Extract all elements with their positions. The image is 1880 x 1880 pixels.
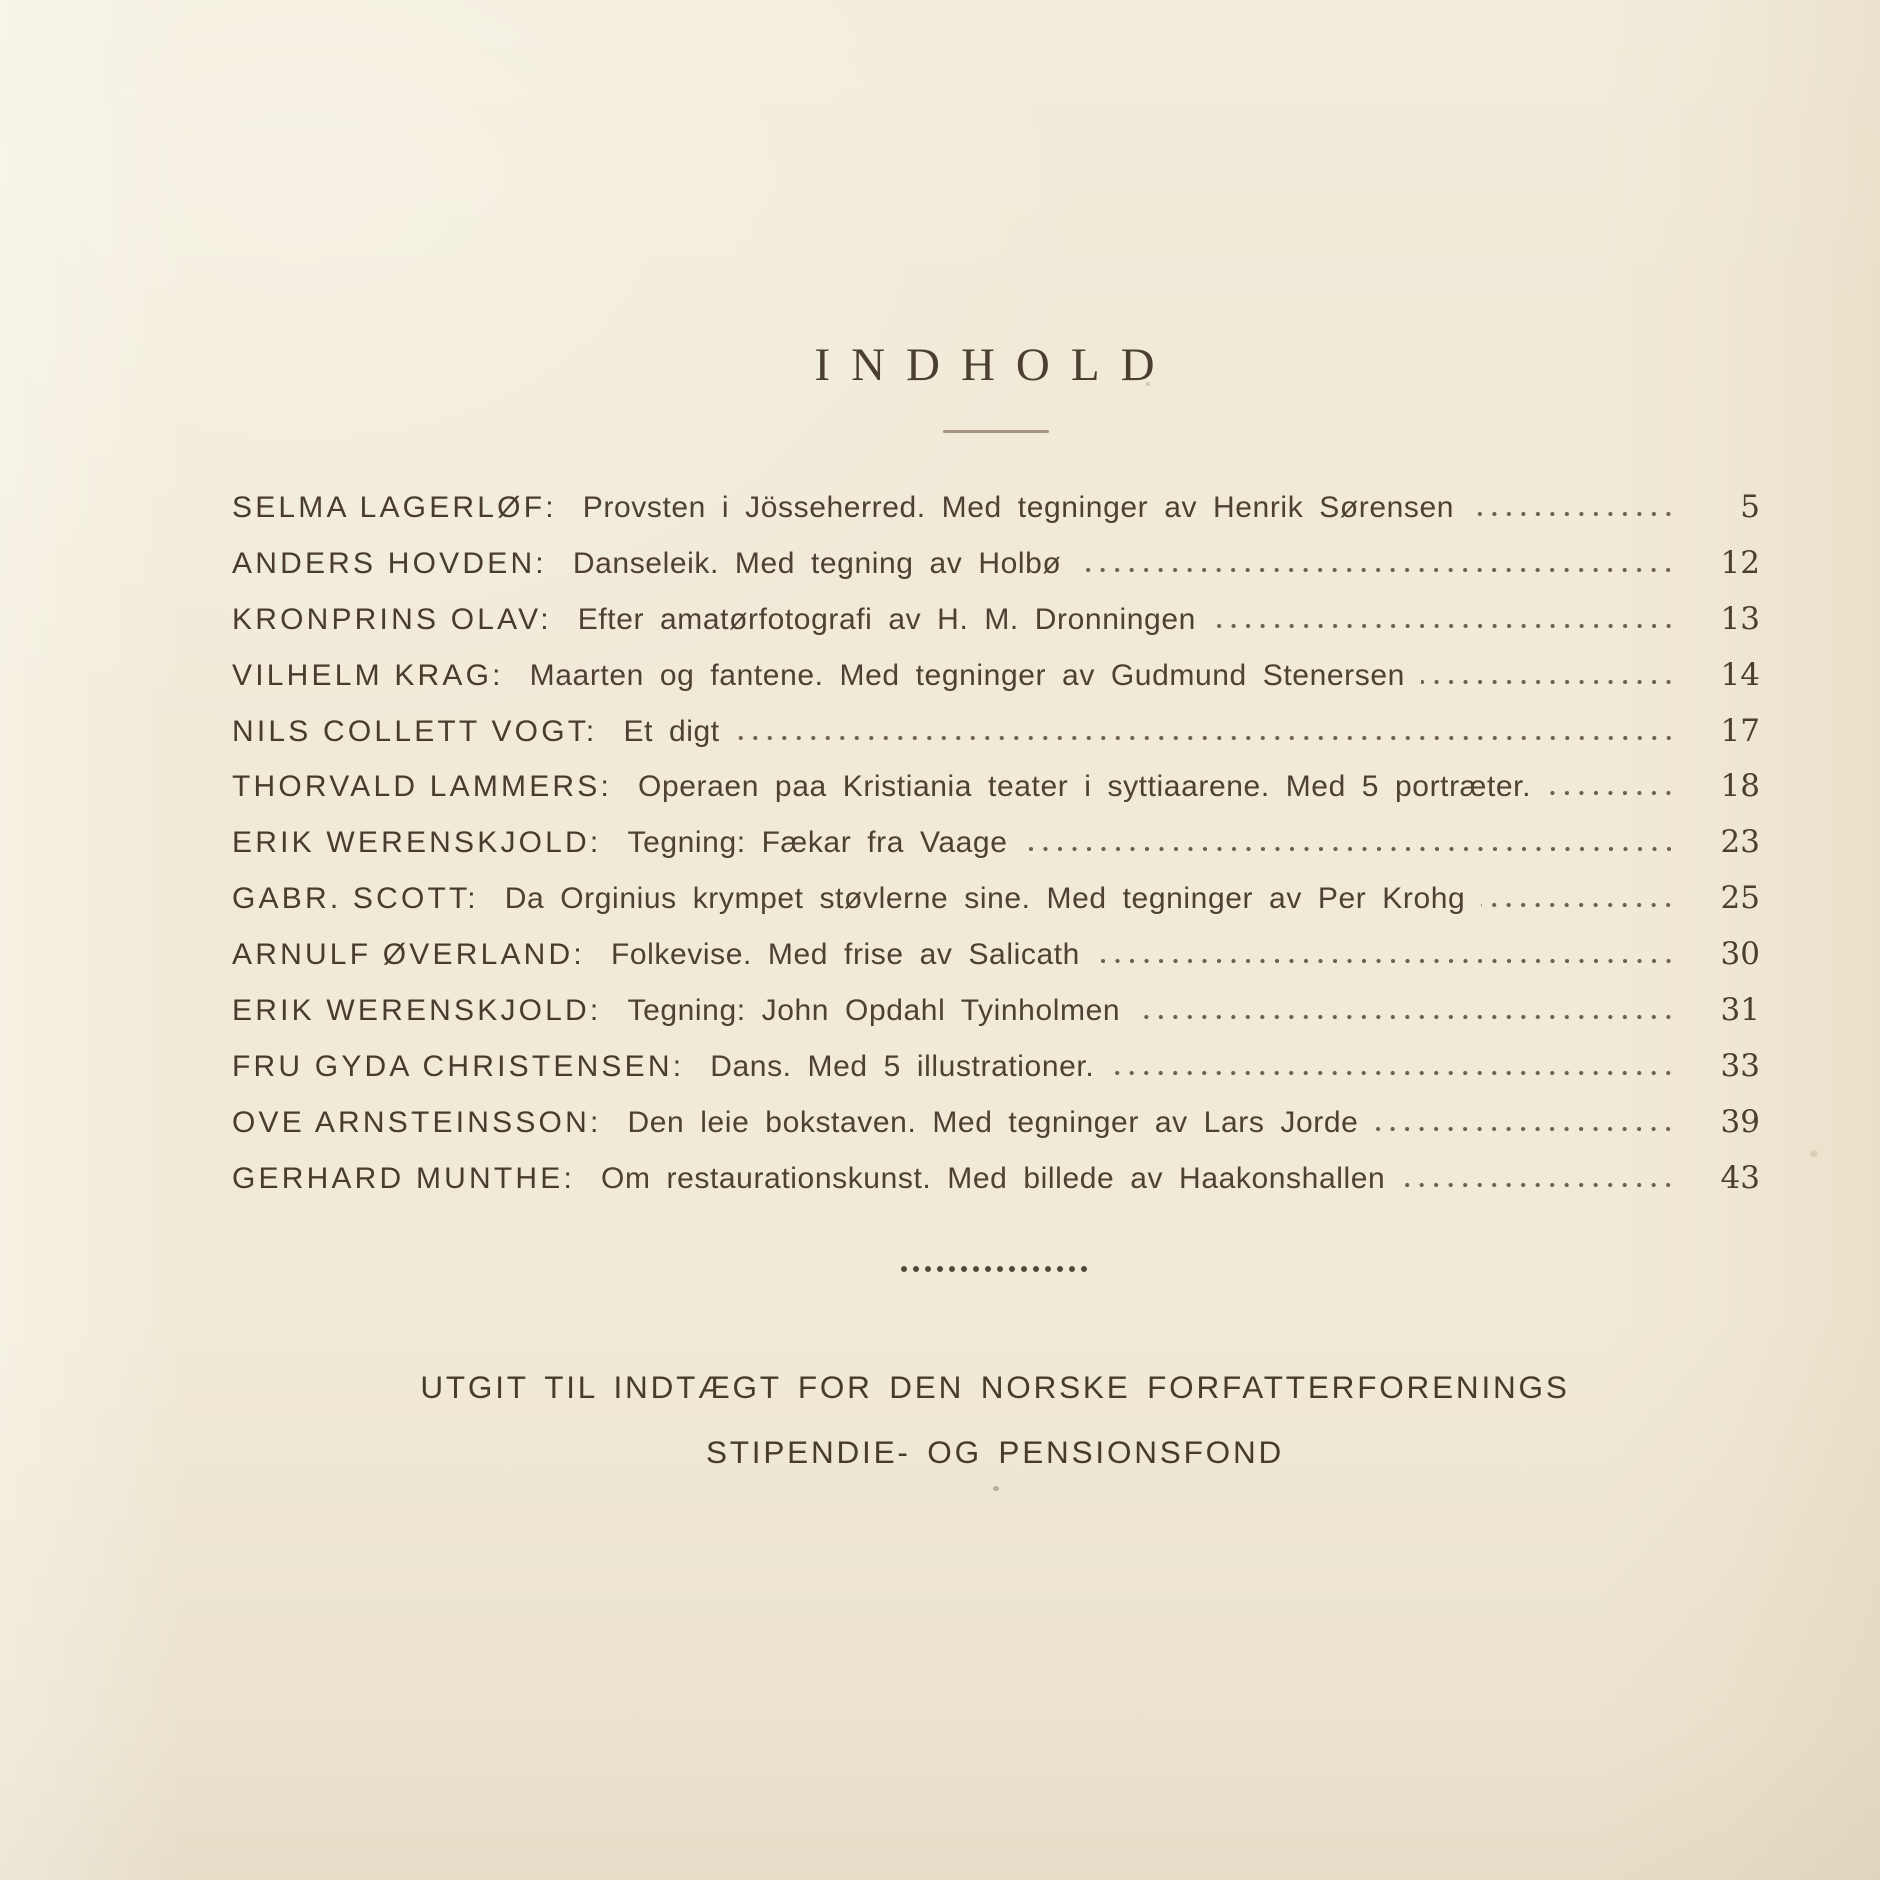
toc-page-number: 14	[1720, 656, 1760, 693]
toc-work: Tegning: John Opdahl Tyinholmen	[627, 994, 1121, 1028]
toc-page-number: 31	[1720, 992, 1760, 1029]
toc-author: SELMA LAGERLØF:	[232, 491, 557, 524]
toc-entry	[232, 1095, 1760, 1151]
page-title: INDHOLD	[814, 339, 1176, 391]
toc-author: GERHARD MUNTHE:	[232, 1161, 576, 1195]
toc-entry	[232, 871, 1760, 927]
toc-page-number: 13	[1720, 600, 1760, 637]
footer-line-2: STIPENDIE- OG PENSIONSFOND	[705, 1434, 1285, 1470]
toc-author: ERIK WERENSKJOLD:	[232, 994, 602, 1028]
dot-leader	[1547, 789, 1680, 797]
toc-entry	[232, 927, 1760, 983]
toc-work: Tegning: Fækar fra Vaage	[627, 826, 1008, 860]
toc-entry	[232, 480, 1760, 536]
toc-entry	[232, 1151, 1760, 1207]
toc-work: Om restaurationskunst. Med billede av Haakonshallen	[601, 1161, 1386, 1195]
toc-work: Efter amatørfotografi av H. M. Dronningen	[577, 602, 1196, 636]
toc-entry	[232, 759, 1760, 815]
dot-leader	[1401, 1181, 1680, 1189]
toc-author: KRONPRINS OLAV:	[232, 602, 552, 636]
toc-author: VILHELM KRAG:	[232, 658, 504, 692]
toc-page-number: 18	[1720, 768, 1760, 805]
toc-page-number: 30	[1720, 936, 1760, 973]
toc-page-number: 17	[1720, 712, 1760, 749]
dot-leader	[1024, 845, 1680, 853]
toc-author: THORVALD LAMMERS:	[232, 770, 613, 804]
paper-speck	[1146, 382, 1150, 386]
toc-author: GABR. SCOTT:	[232, 882, 479, 916]
toc-entry	[232, 1039, 1760, 1095]
dot-leader	[1110, 1069, 1680, 1077]
toc-work: Maarten og fantene. Med tegninger av Gudmund Stenersen	[529, 658, 1405, 692]
toc-work: Dans. Med 5 illustrationer.	[710, 1049, 1095, 1083]
toc-page-number: 43	[1720, 1159, 1760, 1196]
toc-entry	[232, 648, 1760, 704]
toc-work: Danseleik. Med tegning av Holbø	[572, 546, 1062, 580]
toc-page-number: 23	[1720, 824, 1760, 861]
toc-work: Den leie bokstaven. Med tegninger av Lars Jorde	[627, 1105, 1359, 1139]
dot-leader	[1421, 678, 1680, 686]
toc-work: Da Orginius krympet støvlerne sine. Med tegninger av Per Krohg	[504, 882, 1466, 916]
toc-work: Et digt	[623, 714, 720, 748]
toc-author: NILS COLLETT VOGT:	[232, 714, 598, 748]
title-rule	[943, 430, 1049, 433]
dot-leader	[1096, 957, 1680, 965]
dot-leader	[1212, 622, 1680, 630]
toc-page-number: 39	[1720, 1103, 1760, 1140]
toc-page-number: 12	[1720, 544, 1760, 581]
paper-speck	[993, 1486, 999, 1491]
toc-page-number: 5	[1740, 489, 1760, 525]
toc-entry	[232, 536, 1760, 592]
toc-list	[232, 480, 1760, 1207]
paper-speck	[1810, 1150, 1818, 1157]
dot-leader	[1481, 901, 1680, 909]
toc-entry	[232, 815, 1760, 871]
dot-leader	[1470, 510, 1680, 518]
dot-leader	[736, 734, 1680, 742]
toc-page-number: 25	[1720, 880, 1760, 917]
toc-author: ERIK WERENSKJOLD:	[232, 826, 602, 860]
dot-leader	[1136, 1013, 1680, 1021]
dot-leader	[1374, 1125, 1680, 1133]
dot-leader	[1077, 566, 1680, 574]
toc-author: ANDERS HOVDEN:	[232, 546, 547, 580]
footer-line-1: UTGIT TIL INDTÆGT FOR DEN NORSKE FORFATTERFORENINGS	[420, 1369, 1570, 1405]
toc-page-number: 33	[1720, 1047, 1760, 1084]
toc-author: ARNULF ØVERLAND:	[232, 938, 585, 972]
toc-author: FRU GYDA CHRISTENSEN:	[232, 1049, 685, 1083]
dotted-separator	[900, 1263, 1092, 1275]
toc-work: Provsten i Jösseherred. Med tegninger av Henrik Sørensen	[582, 491, 1455, 524]
toc-entry	[232, 592, 1760, 648]
toc-work: Folkevise. Med frise av Salicath	[610, 938, 1080, 972]
toc-author: OVE ARNSTEINSSON:	[232, 1105, 602, 1139]
toc-work: Operaen paa Kristiania teater i syttiaarene. Med 5 portræter.	[638, 770, 1532, 804]
toc-entry	[232, 983, 1760, 1039]
toc-entry	[232, 704, 1760, 760]
footer	[230, 1355, 1760, 1485]
